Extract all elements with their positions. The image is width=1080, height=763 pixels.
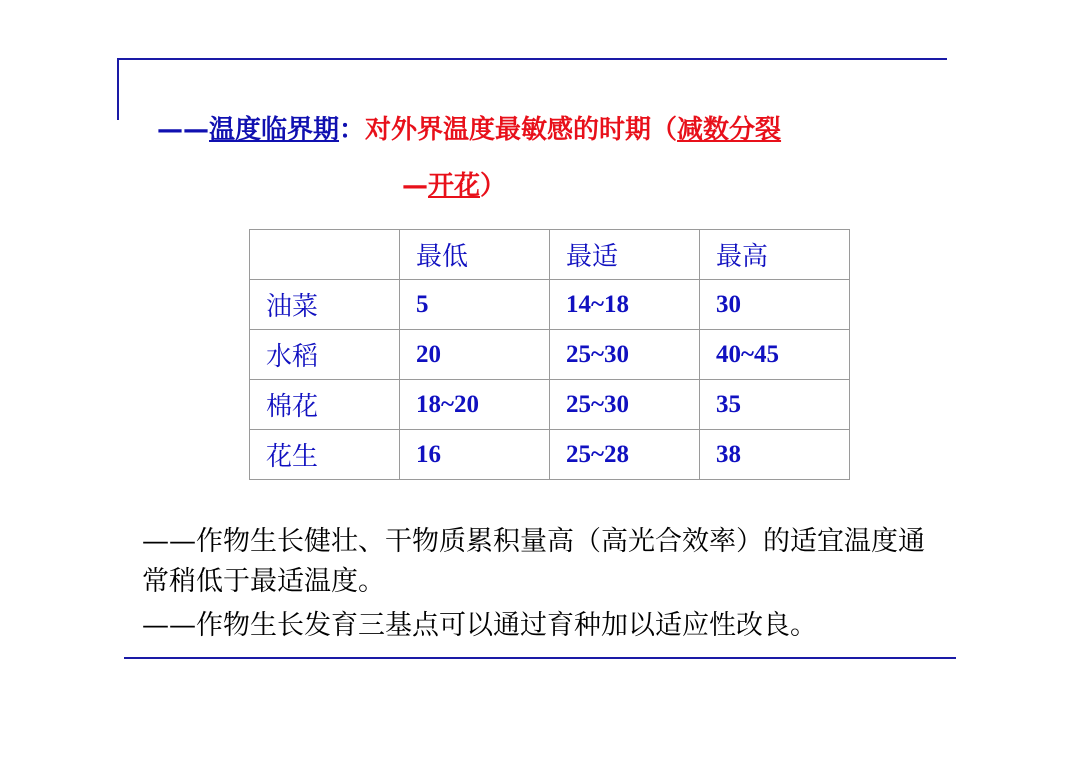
frame-top-line	[117, 58, 947, 60]
table-row	[250, 280, 850, 330]
table-row	[250, 380, 850, 430]
critical-period-definition: 对外界温度最敏感的时期（	[365, 115, 678, 145]
crop-cell: 棉花	[250, 380, 400, 430]
table-row	[250, 430, 850, 480]
max-cell: 30	[700, 280, 850, 330]
stage-dash: —	[402, 171, 428, 201]
heading-continuation	[402, 166, 506, 206]
header-cell-optimum: 最适	[550, 230, 700, 280]
frame-left-line	[117, 58, 119, 120]
optimum-cell: 14~18	[550, 280, 700, 330]
header-cell-max: 最高	[700, 230, 850, 280]
optimum-cell: 25~30	[550, 330, 700, 380]
optimum-cell: 25~30	[550, 380, 700, 430]
table-header-row	[250, 230, 850, 280]
note-optimal-growth: ——作物生长健壮、干物质累积量高（高光合效率）的适宜温度通常稍低于最适温度。	[142, 526, 925, 597]
critical-period-term: 温度临界期	[209, 115, 340, 145]
max-cell: 40~45	[700, 330, 850, 380]
temperature-table	[249, 229, 850, 480]
note-breeding: ——作物生长发育三基点可以通过育种加以适应性改良。	[142, 610, 817, 641]
header-cell-empty	[250, 230, 400, 280]
stage-flowering: 开花	[428, 171, 481, 201]
crop-cell: 花生	[250, 430, 400, 480]
crop-cell: 水稻	[250, 330, 400, 380]
table-row	[250, 330, 850, 380]
frame-bottom-line	[124, 657, 956, 659]
optimum-cell: 25~28	[550, 430, 700, 480]
header-cell-min: 最低	[400, 230, 550, 280]
heading-critical-period	[157, 110, 781, 150]
min-cell: 5	[400, 280, 550, 330]
stage-meiosis: 减数分裂	[677, 115, 782, 145]
notes-block	[142, 522, 942, 646]
heading-close-paren: ）	[480, 171, 507, 201]
min-cell: 20	[400, 330, 550, 380]
crop-cell: 油菜	[250, 280, 400, 330]
heading-dash: ——	[157, 115, 209, 145]
min-cell: 16	[400, 430, 550, 480]
heading-colon: ：	[339, 115, 366, 145]
min-cell: 18~20	[400, 380, 550, 430]
max-cell: 35	[700, 380, 850, 430]
max-cell: 38	[700, 430, 850, 480]
